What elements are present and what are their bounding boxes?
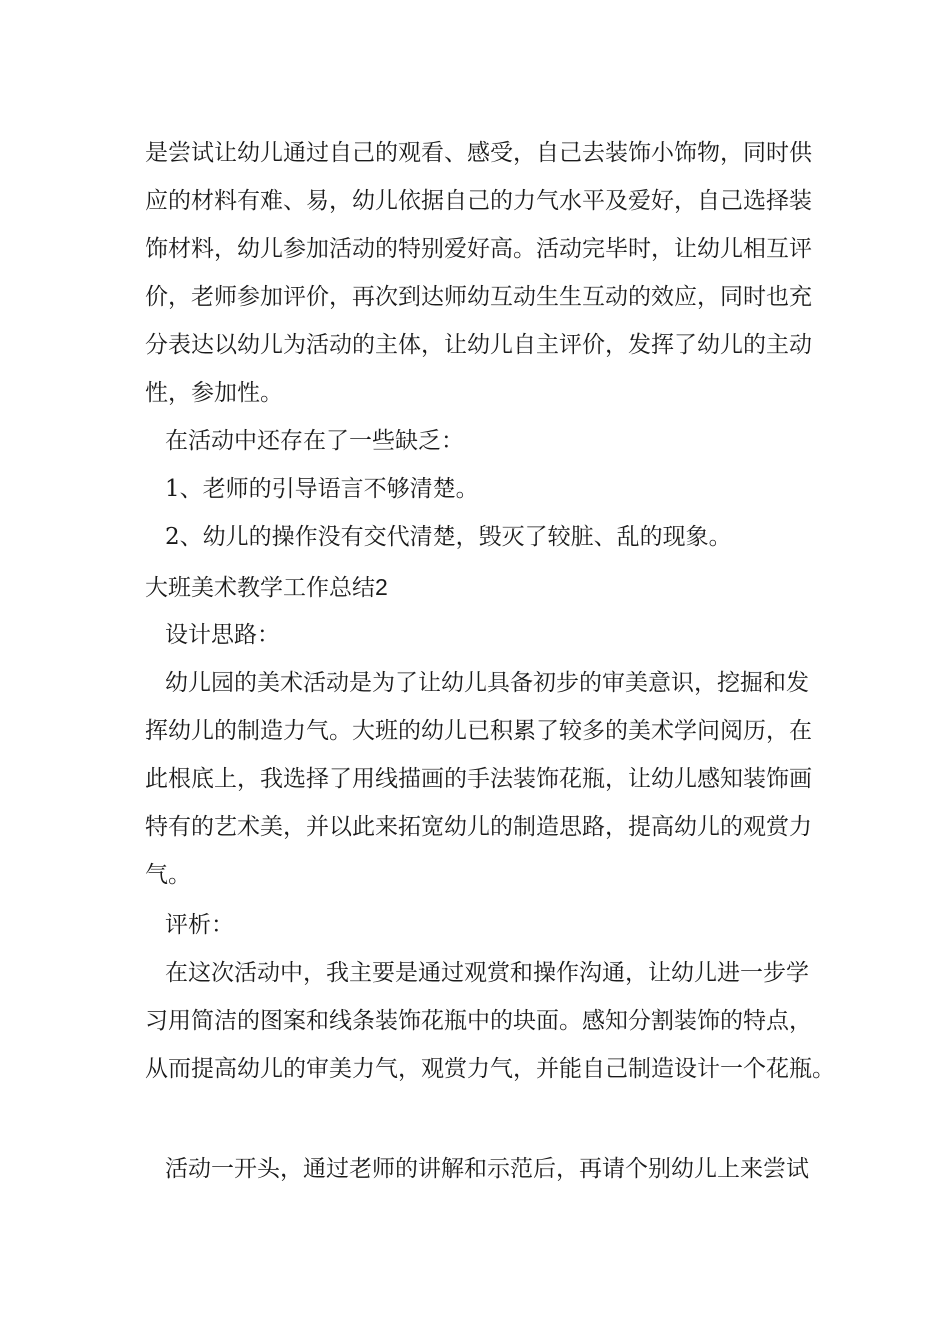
paragraph-line: 习用简洁的图案和线条装饰花瓶中的块面。感知分割装饰的特点， [145, 1008, 812, 1034]
paragraph-line: 是尝试让幼儿通过自己的观看、感受，自己去装饰小饰物，同时供 [145, 140, 812, 166]
section-title: 大班美术教学工作总结2 [145, 574, 388, 600]
paragraph-line: 活动一开头，通过老师的讲解和示范后，再请个别幼儿上来尝试 [165, 1156, 809, 1182]
analysis-label: 评析： [165, 912, 234, 938]
paragraph-line: 应的材料有难、易，幼儿依据自己的力气水平及爱好，自己选择装 [145, 188, 812, 214]
shortcoming-item-1: 1、老师的引导语言不够清楚。 [165, 476, 479, 502]
paragraph-line: 在这次活动中，我主要是通过观赏和操作沟通，让幼儿进一步学 [165, 960, 809, 986]
paragraph-line: 特有的艺术美，并以此来拓宽幼儿的制造思路，提高幼儿的观赏力 [145, 814, 812, 840]
paragraph-line: 气。 [145, 862, 191, 888]
paragraph-line: 从而提高幼儿的审美力气，观赏力气，并能自己制造设计一个花瓶。 [145, 1056, 835, 1082]
paragraph-line: 此根底上，我选择了用线描画的手法装饰花瓶，让幼儿感知装饰画 [145, 766, 812, 792]
paragraph-line: 挥幼儿的制造力气。大班的幼儿已积累了较多的美术学问阅历，在 [145, 718, 812, 744]
paragraph-line: 饰材料，幼儿参加活动的特别爱好高。活动完毕时，让幼儿相互评 [145, 236, 812, 262]
paragraph-line: 性，参加性。 [145, 380, 283, 406]
shortcomings-intro: 在活动中还存在了一些缺乏： [165, 428, 464, 454]
shortcoming-item-2: 2、幼儿的操作没有交代清楚，毁灭了较脏、乱的现象。 [165, 524, 732, 550]
paragraph-line: 幼儿园的美术活动是为了让幼儿具备初步的审美意识，挖掘和发 [165, 670, 809, 696]
design-label: 设计思路： [165, 622, 280, 648]
paragraph-line: 分表达以幼儿为活动的主体，让幼儿自主评价，发挥了幼儿的主动 [145, 332, 812, 358]
paragraph-line: 价，老师参加评价，再次到达师幼互动生生互动的效应，同时也充 [145, 284, 812, 310]
